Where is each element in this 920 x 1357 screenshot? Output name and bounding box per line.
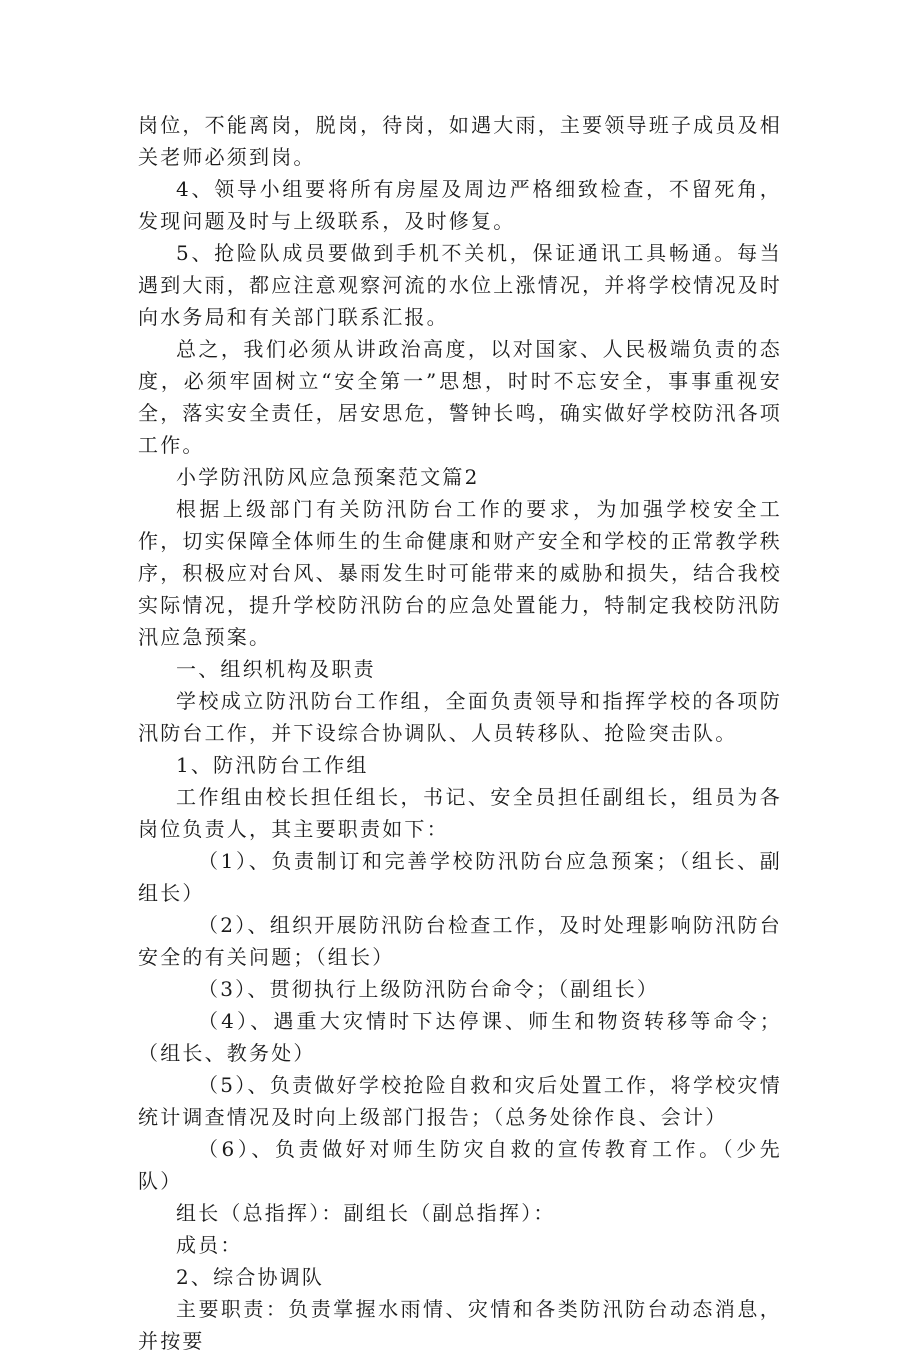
paragraph-coordination-duties: 主要职责：负责掌握水雨情、灾情和各类防汛防台动态消息，并按要 [138, 1297, 782, 1353]
paragraph-item-4: 4、领导小组要将所有房屋及周边严格细致检查，不留死角，发现问题及时与上级联系，及时修复。 [138, 177, 782, 233]
heading-working-group: 1、防汛防台工作组 [176, 753, 369, 777]
paragraph-continuation: 岗位，不能离岗，脱岗，待岗，如遇大雨，主要领导班子成员及相关老师必须到岗。 [138, 113, 782, 169]
duty-item-5: （5）、负责做好学校抢险自救和灾后处置工作，将学校灾情统计调查情况及时向上级部门报告；（总务处徐作良、会计） [138, 1073, 782, 1129]
paragraph-summary: 总之，我们必须从讲政治高度，以对国家、人民极端负责的态度，必须牢固树立“安全第一”思想，时时不忘安全，事事重视安全，落实安全责任，居安思危，警钟长鸣，确实做好学校防汛各项工作。 [138, 337, 782, 457]
paragraph-organization: 学校成立防汛防台工作组，全面负责领导和指挥学校的各项防汛防台工作，并下设综合协调队、人员转移队、抢险突击队。 [138, 689, 782, 745]
paragraph-working-group: 工作组由校长担任组长，书记、安全员担任副组长，组员为各岗位负责人，其主要职责如下： [138, 785, 782, 841]
heading-organization: 一、组织机构及职责 [176, 657, 376, 681]
heading-coordination-team: 2、综合协调队 [176, 1265, 325, 1289]
duty-item-4: （4）、遇重大灾情时下达停课、师生和物资转移等命令；（组长、教务处） [138, 1009, 782, 1065]
section-title: 小学防汛防风应急预案范文篇2 [176, 465, 480, 489]
duty-item-2: （2）、组织开展防汛防台检查工作，及时处理影响防汛防台安全的有关问题；（组长） [138, 913, 782, 969]
paragraph-leaders: 组长（总指挥）：副组长（副总指挥）： [176, 1201, 556, 1225]
paragraph-members: 成员： [176, 1233, 243, 1257]
paragraph-intro: 根据上级部门有关防汛防台工作的要求，为加强学校安全工作，切实保障全体师生的生命健康和财产安全和学校的正常教学秩序，积极应对台风、暴雨发生时可能带来的威胁和损失，结合我校实际情况，提升学校防汛防台的应急处置能力，特制定我校防汛防汛应急预案。 [138, 497, 782, 649]
duty-item-3: （3）、贯彻执行上级防汛防台命令；（副组长） [198, 977, 660, 1001]
paragraph-item-5: 5、抢险队成员要做到手机不关机，保证通讯工具畅通。每当遇到大雨，都应注意观察河流的水位上涨情况，并将学校情况及时向水务局和有关部门联系汇报。 [138, 241, 782, 329]
duty-item-6: （6）、负责做好对师生防灾自救的宣传教育工作。（少先队） [138, 1137, 782, 1193]
duty-item-1: （1）、负责制订和完善学校防汛防台应急预案；（组长、副组长） [138, 849, 782, 905]
